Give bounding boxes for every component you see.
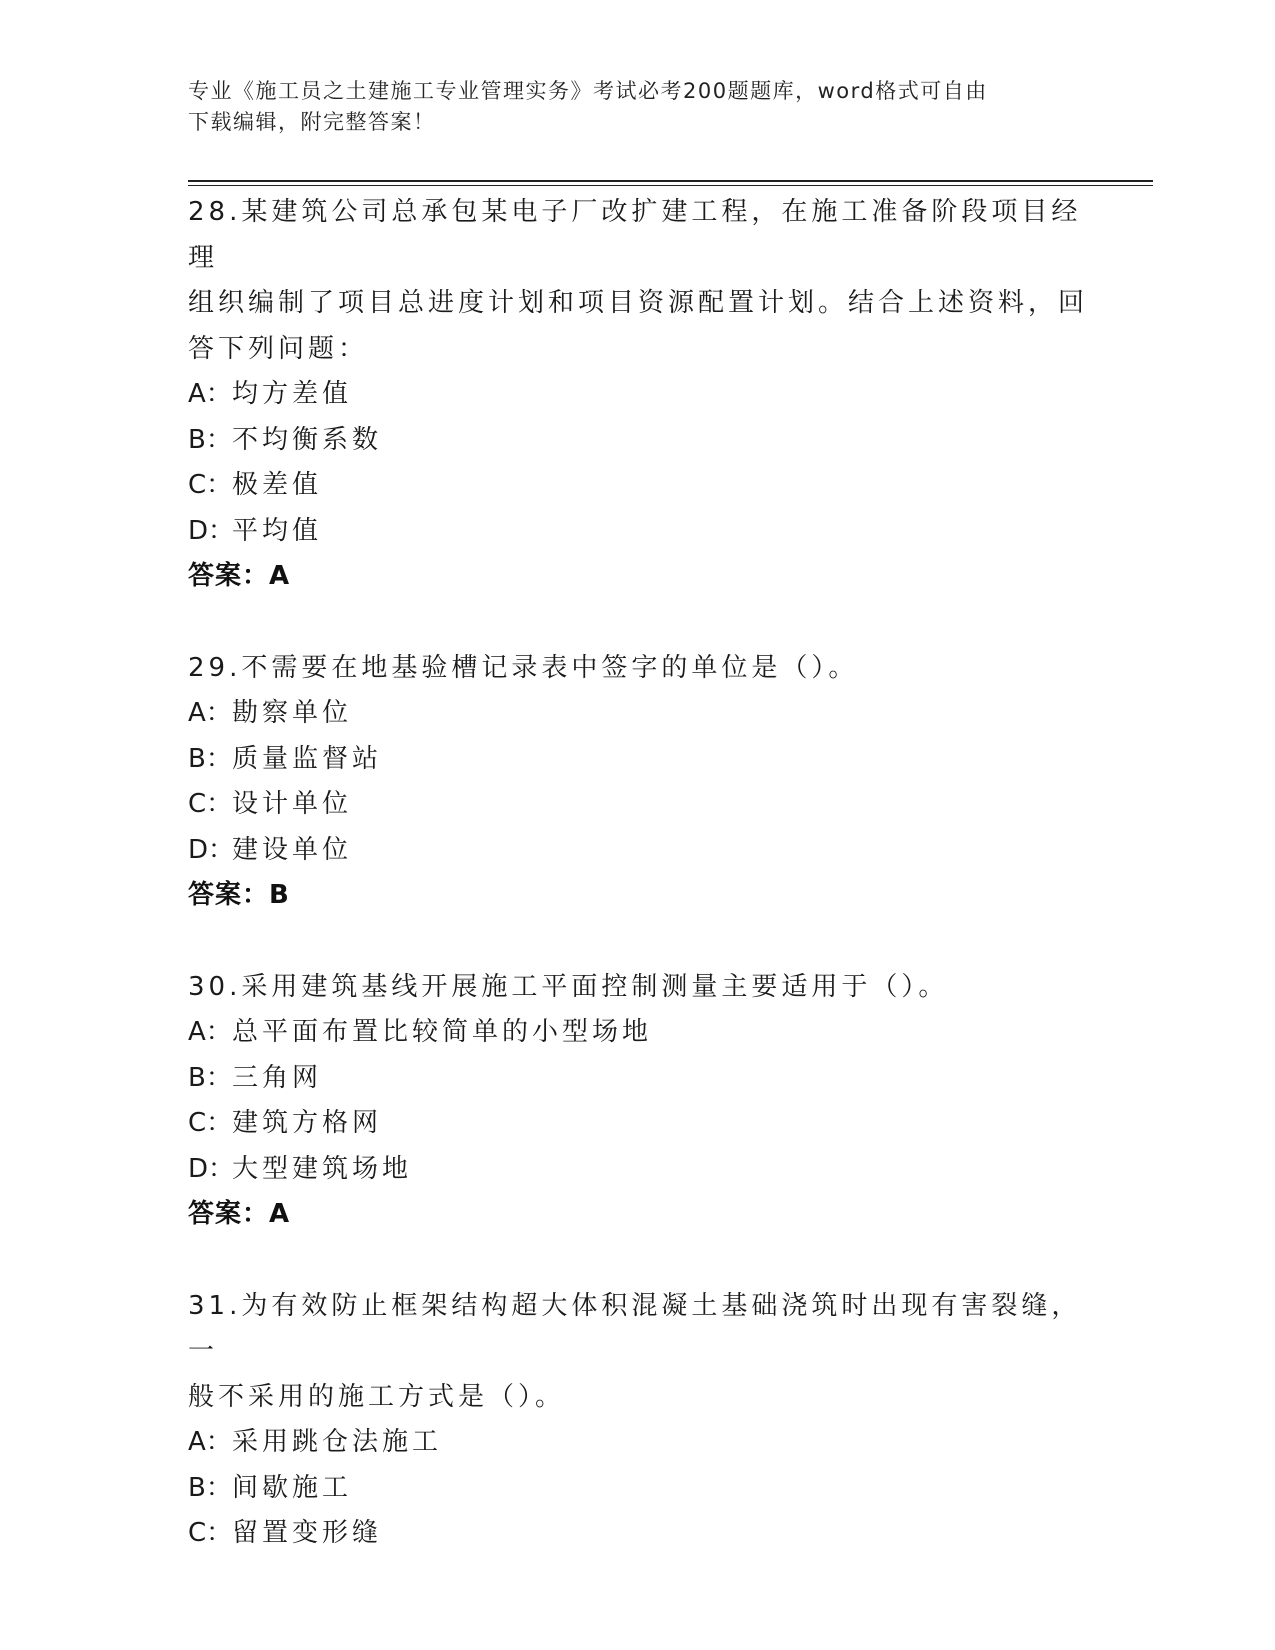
option-letter: A： <box>188 1427 232 1457</box>
option-letter: C： <box>188 1108 233 1138</box>
option-letter: B： <box>188 424 232 455</box>
answer-label: 答案： <box>188 880 270 910</box>
answer-value: B <box>269 880 290 910</box>
option-text: 间歇施工 <box>232 1472 353 1503</box>
option-row <box>188 1511 1088 1557</box>
question-block <box>188 1284 1088 1557</box>
option-letter: A： <box>188 698 232 728</box>
answer-line <box>188 554 1088 600</box>
question-list <box>188 190 1088 1603</box>
option-row <box>188 1420 1088 1466</box>
header-divider-thick <box>188 180 1153 182</box>
option-text: 三角网 <box>232 1062 323 1093</box>
option-letter: C： <box>188 1518 233 1548</box>
option-row <box>188 1147 1088 1193</box>
option-text: 极差值 <box>232 470 323 500</box>
option-text: 大型建筑场地 <box>232 1153 413 1184</box>
option-letter: B： <box>188 1062 232 1093</box>
option-letter: D： <box>188 834 235 865</box>
option-letter: B： <box>188 743 232 774</box>
option-row <box>188 1466 1088 1512</box>
question-stem-line: 30.采用建筑基线开展施工平面控制测量主要适用于（）。 <box>188 971 949 1002</box>
answer-label: 答案： <box>188 1199 270 1229</box>
option-text: 均方差值 <box>232 379 353 409</box>
question-block <box>188 190 1088 600</box>
option-text: 留置变形缝 <box>232 1518 383 1548</box>
option-letter: C： <box>188 470 233 500</box>
option-row <box>188 463 1088 509</box>
answer-value: A <box>269 561 291 591</box>
option-letter: D： <box>188 1153 235 1184</box>
document-header <box>188 76 1068 138</box>
header-divider-thin <box>188 185 1153 186</box>
option-row <box>188 372 1088 418</box>
header-line-1: 专业《施工员之土建施工专业管理实务》考试必考200题题库，word格式可自由 <box>188 79 988 103</box>
option-text: 不均衡系数 <box>232 424 383 455</box>
option-row <box>188 691 1088 737</box>
question-stem-line: 答下列问题： <box>188 333 369 364</box>
option-text: 平均值 <box>232 515 323 546</box>
option-row <box>188 509 1088 555</box>
option-row <box>188 737 1088 783</box>
option-text: 建筑方格网 <box>232 1108 383 1138</box>
option-text: 采用跳仓法施工 <box>232 1427 443 1457</box>
option-row <box>188 1056 1088 1102</box>
question-block <box>188 965 1088 1238</box>
option-text: 设计单位 <box>232 789 353 819</box>
question-stem-line: 般不采用的施工方式是（）。 <box>188 1381 566 1412</box>
question-stem-line: 31.为有效防止框架结构超大体积混凝土基础浇筑时出现有害裂缝，一 <box>188 1290 1082 1366</box>
option-row <box>188 1101 1088 1147</box>
header-line-2: 下载编辑，附完整答案！ <box>188 110 436 134</box>
answer-line <box>188 873 1088 919</box>
answer-value: A <box>269 1199 291 1229</box>
option-letter: B： <box>188 1472 232 1503</box>
question-block <box>188 646 1088 919</box>
option-letter: A： <box>188 1017 232 1047</box>
answer-line <box>188 1192 1088 1238</box>
question-stem-line: 29.不需要在地基验槽记录表中签字的单位是（）。 <box>188 652 859 683</box>
question-stem-line: 28.某建筑公司总承包某电子厂改扩建工程，在施工准备阶段项目经理 <box>188 197 1082 273</box>
option-text: 建设单位 <box>232 834 353 865</box>
option-letter: A： <box>188 379 232 409</box>
option-text: 总平面布置比较简单的小型场地 <box>232 1017 653 1047</box>
answer-label: 答案： <box>188 561 270 591</box>
option-row <box>188 782 1088 828</box>
question-stem-line: 组织编制了项目总进度计划和项目资源配置计划。结合上述资料，回 <box>188 288 1089 318</box>
option-row <box>188 418 1088 464</box>
option-text: 勘察单位 <box>232 698 353 728</box>
option-row <box>188 828 1088 874</box>
option-letter: C： <box>188 789 233 819</box>
option-row <box>188 1010 1088 1056</box>
option-text: 质量监督站 <box>232 743 383 774</box>
option-letter: D： <box>188 515 235 546</box>
